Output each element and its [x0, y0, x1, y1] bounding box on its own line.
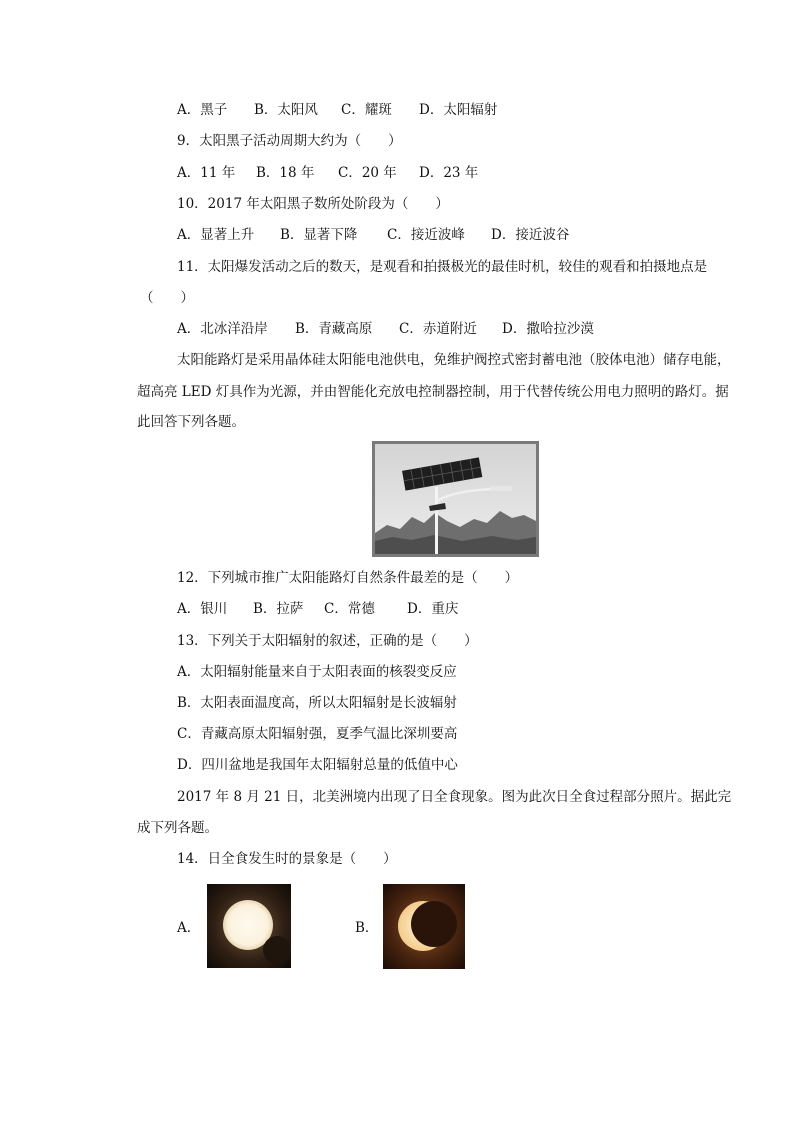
q14-option-b-label: B．	[355, 920, 379, 936]
q13-option-a: A．太阳辐射能量来自于太阳表面的核裂变反应	[177, 664, 457, 680]
q14-stem: 14．日全食发生时的景象是（ ）	[177, 851, 397, 867]
q11-option-a: A．北冰洋沿岸	[177, 321, 268, 337]
q10-option-a: A．显著上升	[177, 227, 255, 243]
q9-option-b: B．18 年	[256, 165, 315, 181]
q10-option-d: D．接近波谷	[491, 227, 570, 243]
q14-option-a-label: A．	[177, 920, 201, 936]
q10-options	[177, 225, 569, 245]
q10-stem: 10．2017 年太阳黑子数所处阶段为（ ）	[177, 196, 449, 212]
q12-stem: 12．下列城市推广太阳能路灯自然条件最差的是（ ）	[177, 570, 519, 586]
passage2-line2: 成下列各题。	[137, 820, 218, 836]
q8-option-b: B．太阳风	[254, 102, 318, 118]
q12-option-c: C．常德	[324, 601, 375, 617]
q13-stem: 13．下列关于太阳辐射的叙述，正确的是（ ）	[177, 633, 478, 649]
q8-option-c: C．耀斑	[341, 102, 392, 118]
q8-option-d: D．太阳辐射	[419, 102, 498, 118]
passage1-line3: 此回答下列各题。	[137, 414, 245, 430]
q12-option-a: A．银川	[177, 601, 228, 617]
q8-options	[177, 100, 497, 120]
eclipse-photo-a	[207, 884, 291, 968]
q10-option-c: C．接近波峰	[387, 227, 465, 243]
q13-option-c: C．青藏高原太阳辐射强，夏季气温比深圳要高	[177, 726, 458, 742]
q10-option-b: B．显著下降	[280, 227, 358, 243]
q13-option-b: B．太阳表面温度高，所以太阳辐射是长波辐射	[177, 695, 457, 711]
q11-option-b: B．青藏高原	[295, 321, 373, 337]
q9-options	[177, 163, 478, 183]
passage1-line2: 超高亮 LED 灯具作为光源，并由智能化充放电控制器控制，用于代替传统公用电力照明的路灯。据	[137, 384, 729, 400]
q9-option-a: A．11 年	[177, 165, 236, 181]
q12-option-b: B．拉萨	[253, 601, 304, 617]
q13-option-d: D．四川盆地是我国年太阳辐射总量的低值中心	[177, 757, 458, 773]
q9-option-c: C．20 年	[338, 165, 397, 181]
q12-options	[177, 599, 458, 619]
q9-stem: 9．太阳黑子活动周期大约为（ ）	[177, 133, 402, 149]
q11-stem: 11．太阳爆发活动之后的数天，是观看和拍摄极光的最佳时机，较佳的观看和拍摄地点是	[177, 259, 708, 275]
passage2-line1: 2017 年 8 月 21 日，北美洲境内出现了日全食现象。图为此次日全食过程部分照片。据此完	[177, 789, 732, 805]
q11-stem-continued: （ ）	[140, 290, 194, 306]
q9-option-d: D．23 年	[419, 165, 479, 181]
q12-option-d: D．重庆	[407, 601, 459, 617]
solar-street-lamp-photo	[372, 441, 539, 557]
q8-option-a: A．黑子	[177, 102, 228, 118]
q11-options	[177, 319, 594, 339]
passage1-line1: 太阳能路灯是采用晶体硅太阳能电池供电，免维护阀控式密封蓄电池（胶体电池）储存电能，	[177, 352, 731, 368]
q11-option-c: C．赤道附近	[399, 321, 477, 337]
q11-option-d: D．撒哈拉沙漠	[502, 321, 594, 337]
eclipse-photo-b	[383, 884, 465, 969]
